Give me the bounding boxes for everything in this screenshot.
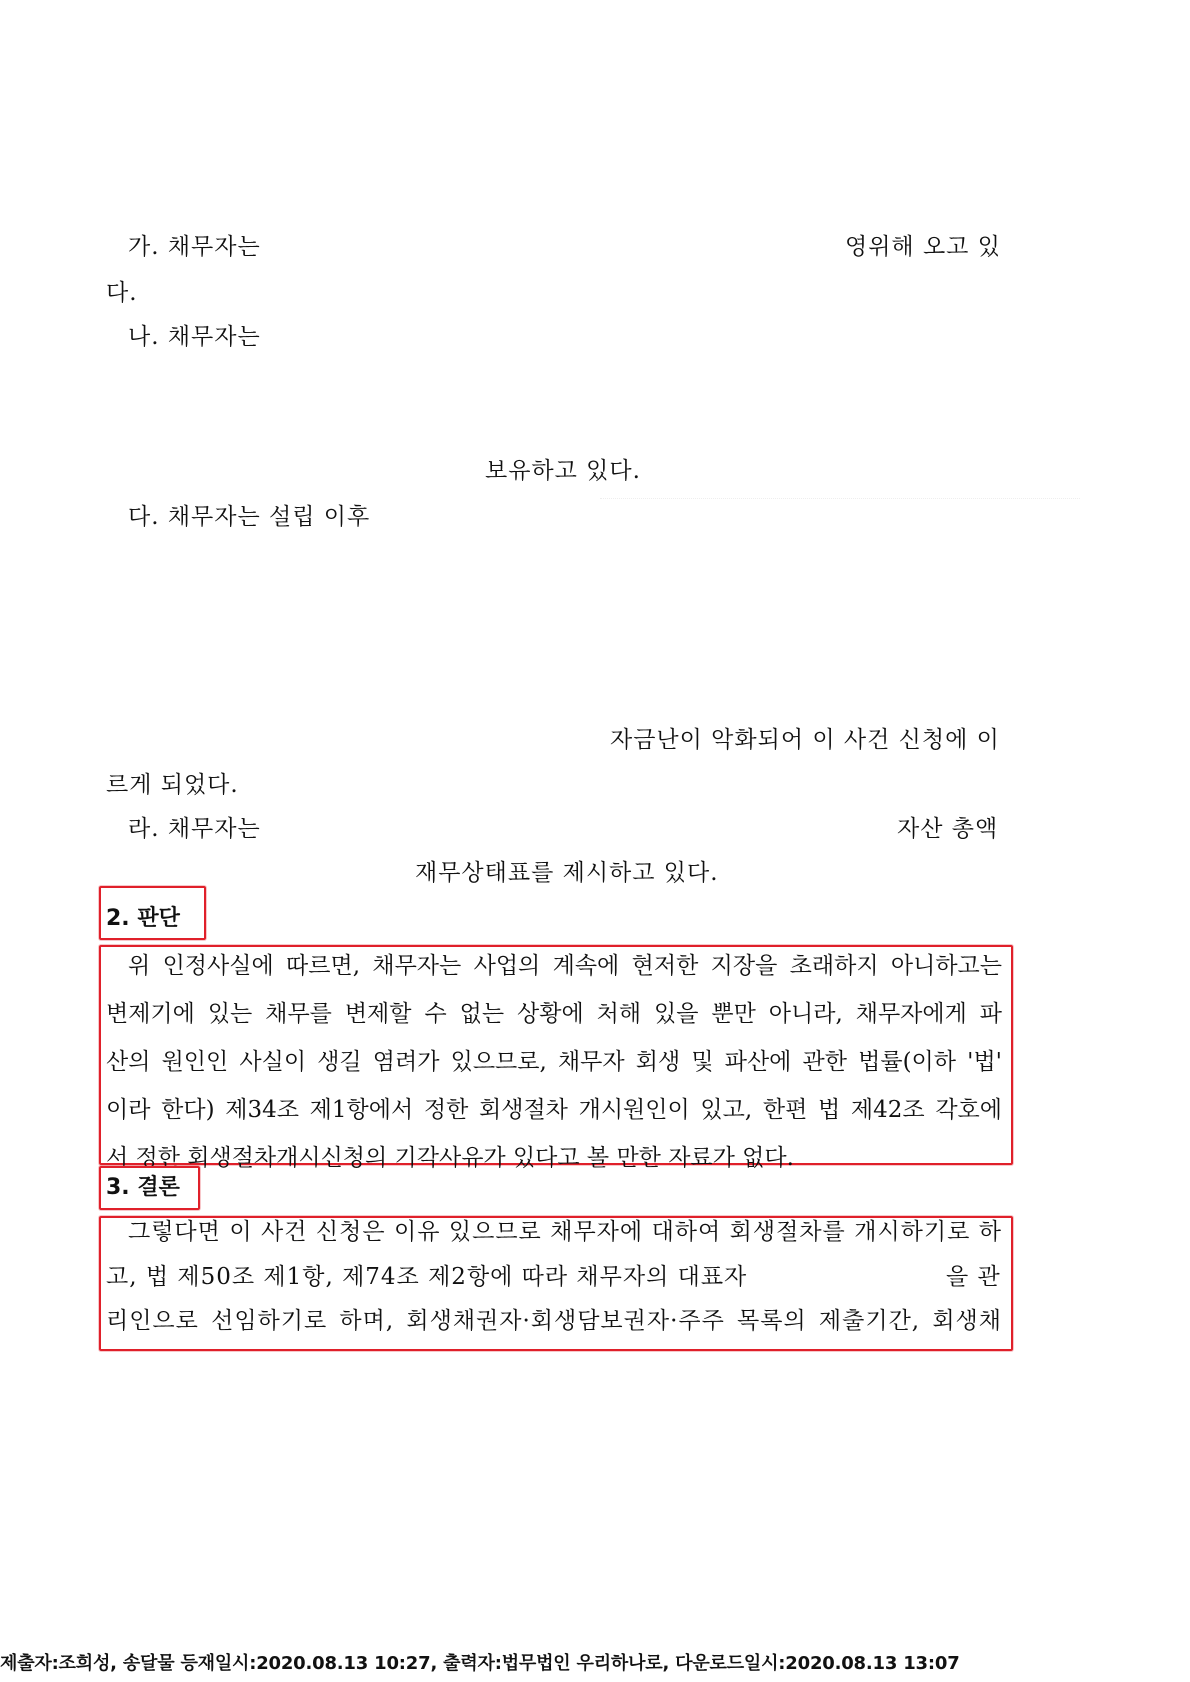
- judgment-line: 위 인정사실에 따르면, 채무자는 사업의 계속에 현저한 지장을 초래하지 아니하고는: [128, 953, 1002, 979]
- fact-ra-prefix: 라. 채무자는: [128, 816, 261, 842]
- fact-na-prefix: 나. 채무자는: [128, 324, 261, 350]
- fact-ra-right: 자산 총액: [897, 816, 999, 842]
- fact-da-prefix: 다. 채무자는 설립 이후: [128, 504, 371, 530]
- fact-ga-continuation: 다.: [106, 280, 138, 306]
- fact-da-continuation: 르게 되었다.: [106, 772, 239, 798]
- judgment-line: 서 정한 회생절차개시신청의 기각사유가 있다고 볼 만한 자료가 없다.: [106, 1145, 794, 1171]
- fact-ra-end: 재무상태표를 제시하고 있다.: [415, 860, 719, 886]
- judgment-line: 산의 원인인 사실이 생길 염려가 있으므로, 채무자 회생 및 파산에 관한 법률(이하 '법': [106, 1049, 1002, 1075]
- conclusion-line-end: 을 관: [946, 1264, 1001, 1290]
- redaction-trace: [600, 498, 1080, 499]
- conclusion-line: 리인으로 선임하기로 하며, 회생채권자·회생담보권자·주주 목록의 제출기간, 회생채: [106, 1308, 1002, 1334]
- fact-na-end: 보유하고 있다.: [485, 458, 641, 484]
- judgment-heading: 2. 판단: [106, 906, 180, 931]
- fact-ga-prefix: 가. 채무자는: [128, 234, 261, 260]
- judgment-paragraph: [106, 942, 1002, 1182]
- judgment-line: 이라 한다) 제34조 제1항에서 정한 회생절차 개시원인이 있고, 한편 법 제42조 각호에: [106, 1097, 1002, 1123]
- judgment-line: 변제기에 있는 채무를 변제할 수 없는 상황에 처해 있을 뿐만 아니라, 채무자에게 파: [106, 1001, 1002, 1027]
- download-footer: 제출자:조희성, 송달물 등재일시:2020.08.13 10:27, 출력자:법무법인 우리하나로, 다운로드일시:2020.08.13 13:07: [0, 1653, 960, 1674]
- conclusion-heading: 3. 결론: [106, 1175, 180, 1200]
- conclusion-line: 고, 법 제50조 제1항, 제74조 제2항에 따라 채무자의 대표자: [106, 1264, 748, 1290]
- fact-ga-right: 영위해 오고 있: [845, 234, 1001, 260]
- conclusion-line: 그렇다면 이 사건 신청은 이유 있으므로 채무자에 대하여 회생절차를 개시하기로 하: [128, 1219, 1002, 1245]
- fact-da-right: 자금난이 악화되어 이 사건 신청에 이: [610, 727, 1000, 753]
- watermark: [330, 760, 890, 920]
